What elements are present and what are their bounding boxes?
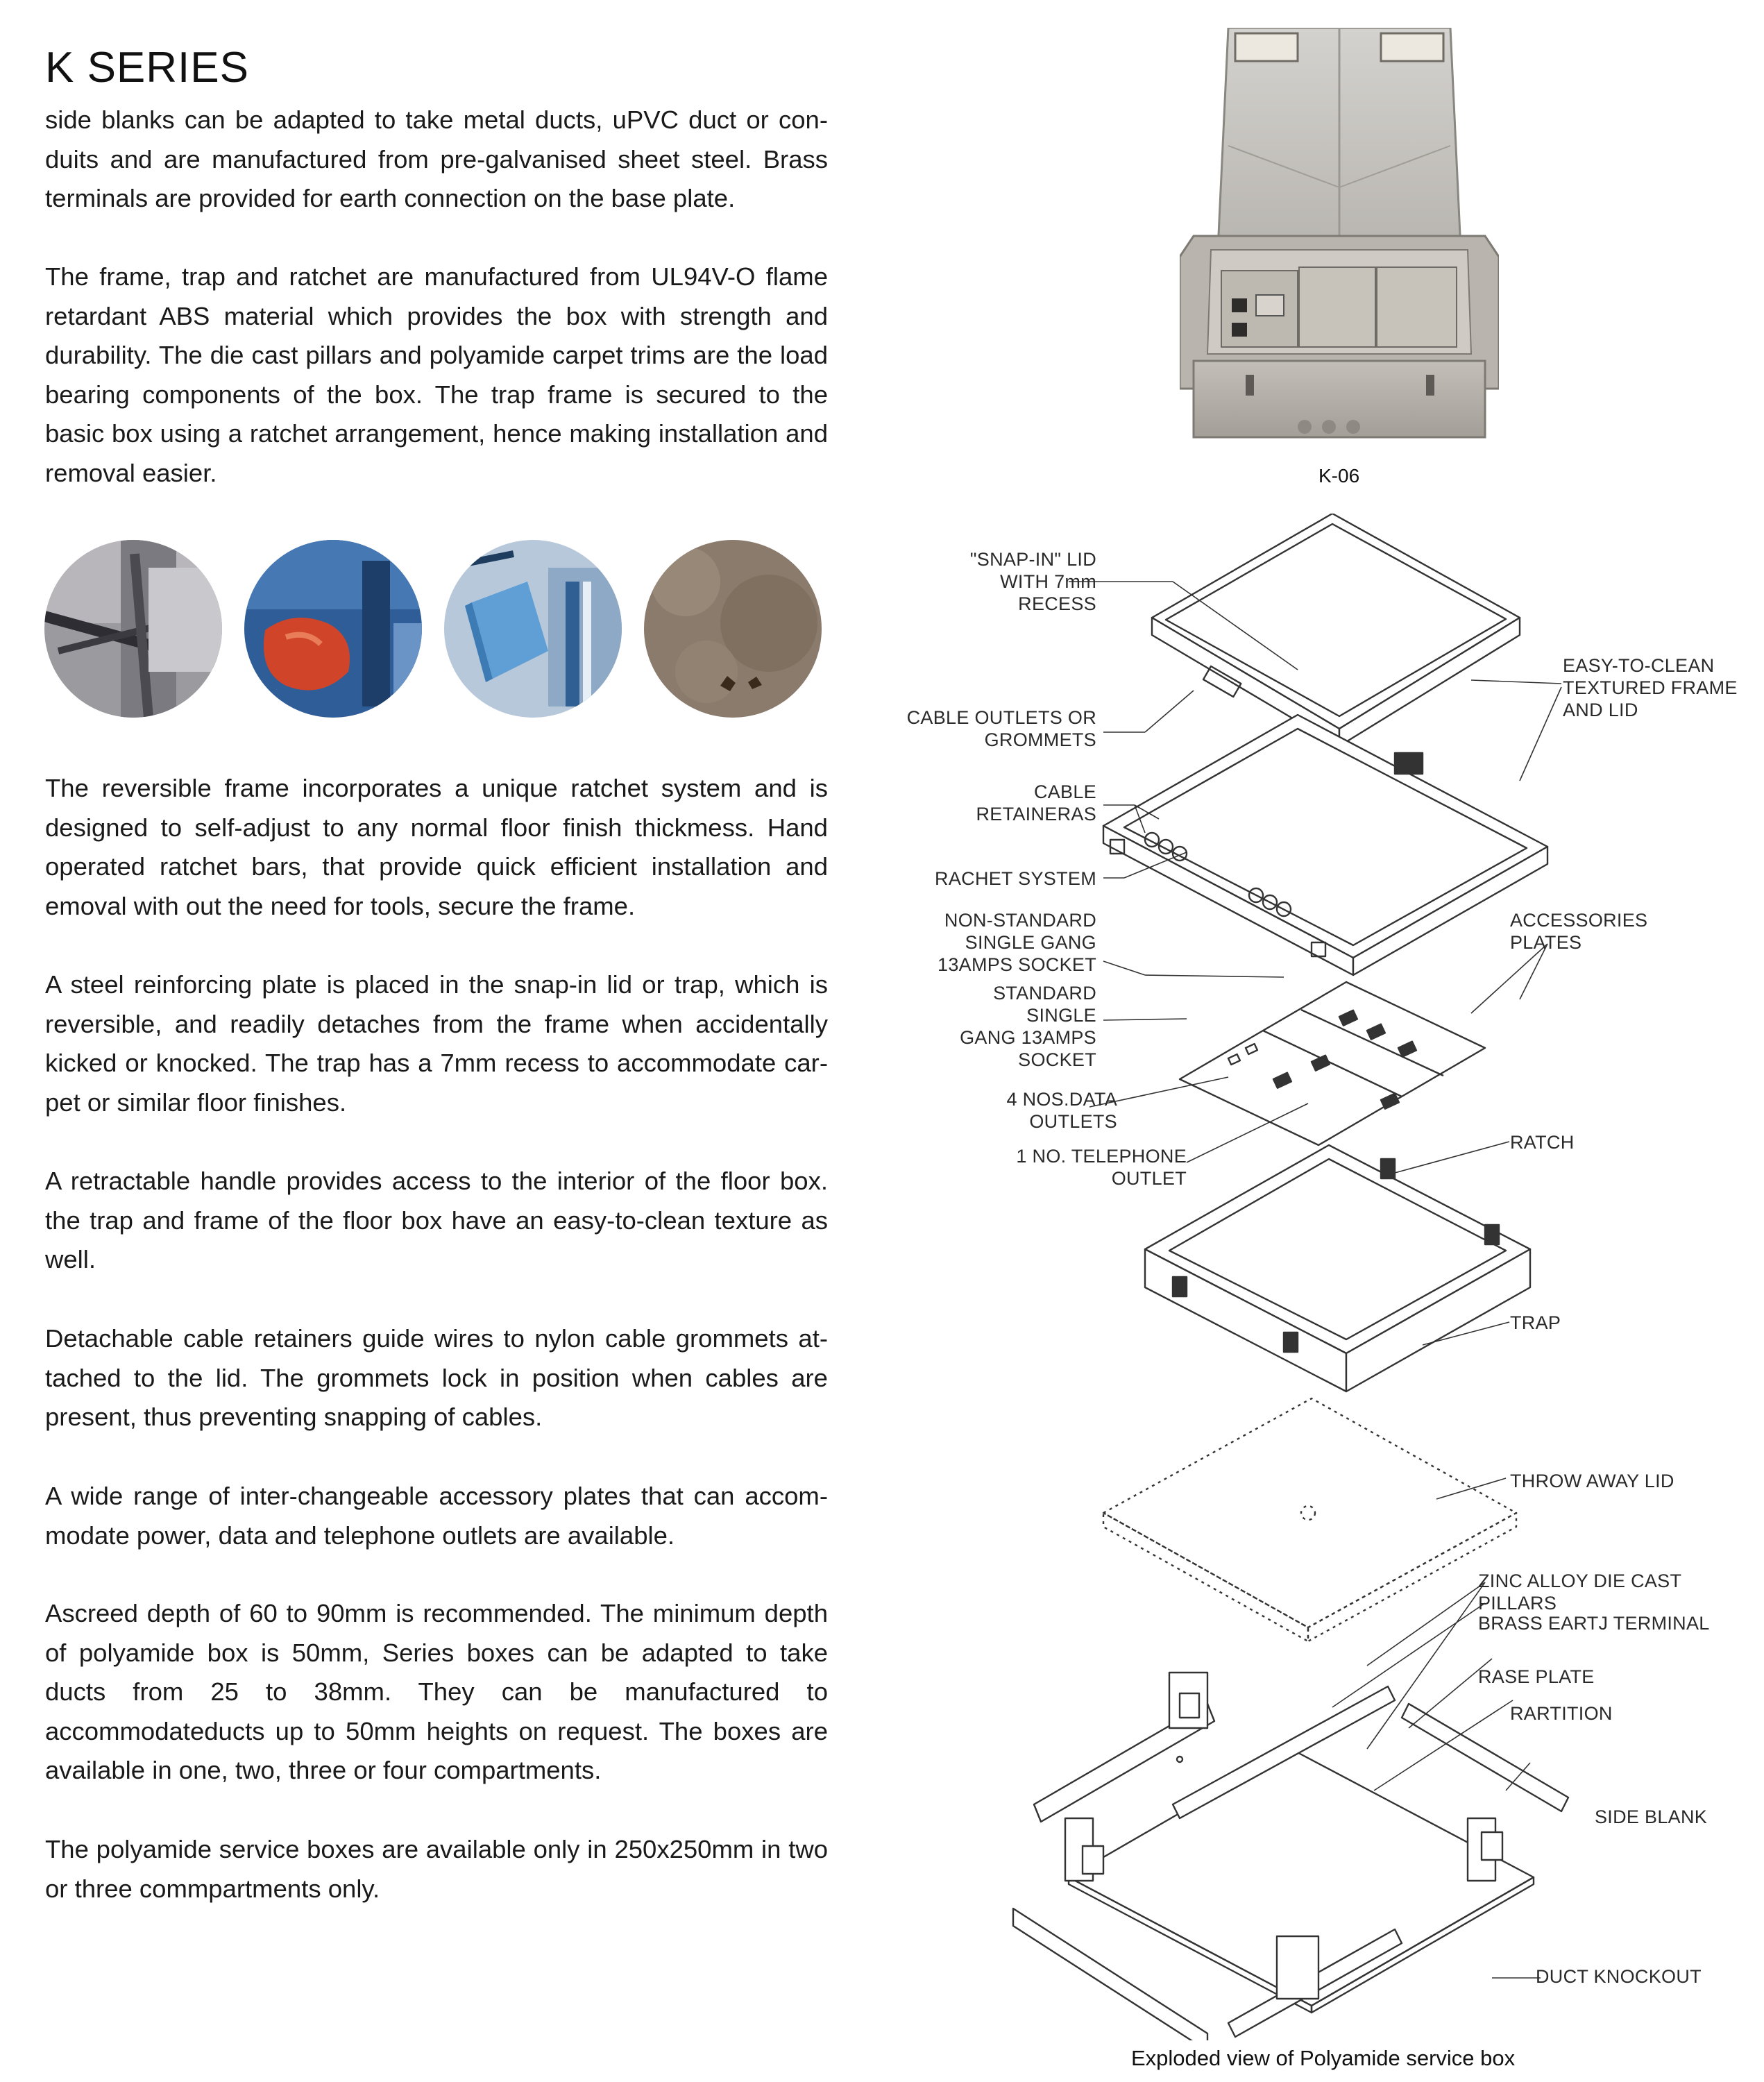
label-easy-to-clean: EASY-TO-CLEAN TEXTURED FRAME AND LID [1563,655,1738,720]
label-side-blank: SIDE BLANK [1595,1806,1708,1827]
exploded-view-diagram [895,514,1764,2040]
label-ratch: RATCH [1510,1132,1575,1153]
accessories-plates [1180,982,1485,1145]
product-model-label: K-06 [1318,465,1360,486]
label-throw-away-lid: THROW AWAY LID [1510,1471,1674,1491]
paragraph-polyamide-boxes: The polyamide service boxes are available only in 250x250mm in two or three commpartments only. [45,1835,828,1903]
label-rartition: RARTITION [1510,1703,1613,1724]
snap-in-lid [1152,514,1520,746]
detail-photo-texture [644,540,822,718]
paragraph-retractable-handle: A retractable handle provides access to the interior of the floor box. the trap and frame of the floor box have an easy-to-clean texture as well. [45,1167,828,1274]
label-cable-outlets: CABLE OUTLETS OR GROMMETS [906,707,1096,750]
frame [1103,715,1547,975]
trap [1145,1145,1530,1391]
detail-photo-handle [244,540,422,718]
label-rase-plate: RASE PLATE [1478,1666,1595,1687]
base-box [1013,1673,1568,2040]
label-snap-in-lid: "SNAP-IN" LID WITH 7mm RECESS [969,549,1096,614]
label-non-standard-socket: NON-STANDARD SINGLE GANG 13AMPS SOCKET [938,910,1096,975]
detail-photo-ratchet [44,540,222,718]
label-brass-terminal: BRASS EARTJ TERMINAL [1478,1613,1710,1634]
label-zinc-pillars: ZINC ALLOY DIE CAST PILLARS [1478,1571,1681,1614]
detail-photo-retainer [444,540,622,718]
paragraph-frame-trap: The frame, trap and ratchet are manufactured from UL94V-O flame retardant ABS material which provides the box with strength and durability. The die cast pillars and polyamide carpet trims are the load bearing components of the box. The trap frame is secured to the basic box using a ratchet arrangement, hence making installation and removal easier. [45,262,828,487]
paragraph-cable-retainers: Detachable cable retainers guide wires to nylon cable grommets at-tached to the lid. The grommets lock in position when cables are present, thus preventing snapping of cables. [45,1324,828,1432]
label-telephone-outlet: 1 NO. TELEPHONE OUTLET [1016,1146,1187,1189]
paragraph-reinforcing-plate: A steel reinforcing plate is placed in the snap-in lid or trap, which is reversible, and readily detaches from the frame when accidentally kicked or knocked. The trap has a 7mm recess to accommodate car-pet or similar floor finishes. [45,970,828,1117]
product-photo-floor-box [1180,28,1499,444]
throw-away-lid [1103,1398,1516,1641]
diagram-caption: Exploded view of Polyamide service box [1131,2046,1516,2070]
paragraph-reversible-frame: The reversible frame incorporates a unique ratchet system and is designed to self-adjust to any normal floor finish thickmess. Hand operated ratchet bars, that provide quick efficient installation and emoval with out the need for tools, secure the frame. [45,774,828,920]
label-accessories-plates: ACCESSORIES PLATES [1510,910,1648,953]
paragraph-screed-depth: Ascreed depth of 60 to 90mm is recommended. The minimum depth of polyamide box is 50mm, Series boxes can be adapted to take ducts from 25 to 38mm. They can be manufactured to accommodateducts up to 50mm heights on request. The boxes are available in one, two, three or four compartments. [45,1599,828,1785]
paragraph-side-blanks: side blanks can be adapted to take metal ducts, uPVC duct or con-duits and are manufactured from pre-galvanised sheet steel. Brass terminals are provided for earth connection on the base plate. [45,105,828,213]
paragraph-accessory-plates: A wide range of inter-changeable accessory plates that can accom-modate power, data and telephone outlets are available. [45,1482,828,1550]
label-cable-retainers: CABLE RETAINERAS [976,781,1096,824]
label-trap: TRAP [1510,1312,1561,1333]
label-standard-socket: STANDARD SINGLE GANG 13AMPS SOCKET [960,983,1096,1070]
label-duct-knockout: DUCT KNOCKOUT [1536,1966,1702,1987]
label-rachet-system: RACHET SYSTEM [935,868,1096,889]
page-title: K SERIES [45,44,249,92]
label-data-outlets: 4 NOS.DATA OUTLETS [1006,1089,1117,1132]
